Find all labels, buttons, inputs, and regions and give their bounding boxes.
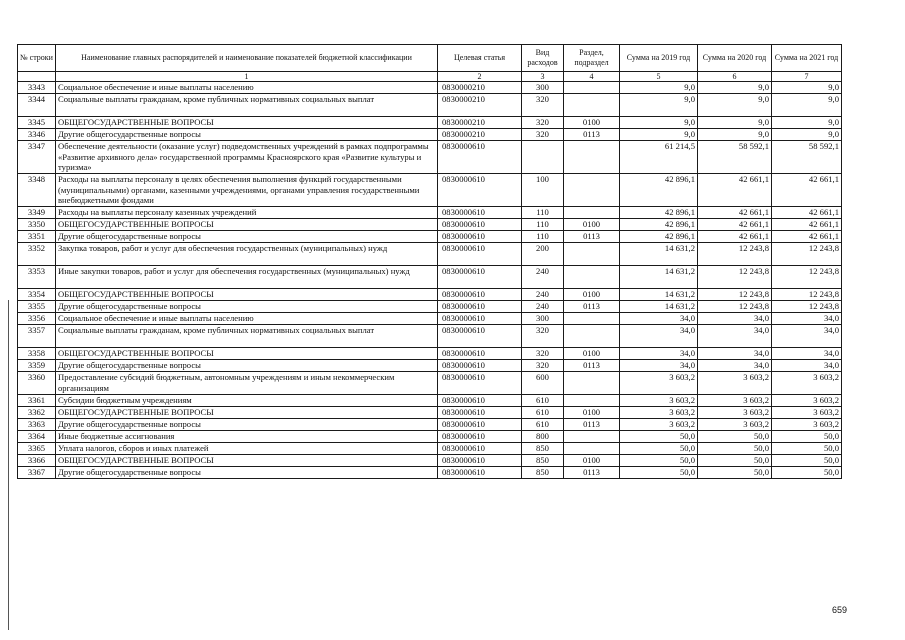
expense-type-cell: 240: [522, 289, 564, 301]
expense-type-cell: 320: [522, 129, 564, 141]
section-cell: [564, 431, 620, 443]
row-name-cell: Иные закупки товаров, работ и услуг для обеспечения государственных (муниципальных) нужд: [56, 266, 438, 289]
row-number-cell: 3357: [18, 325, 56, 348]
row-number-cell: 3356: [18, 313, 56, 325]
sum-2021-cell: 50,0: [772, 443, 842, 455]
row-number-cell: 3354: [18, 289, 56, 301]
sum-2020-cell: 42 661,1: [698, 231, 772, 243]
column-number-row: [18, 72, 842, 82]
row-name-cell: Другие общегосударственные вопросы: [56, 419, 438, 431]
column-number: 1: [56, 72, 438, 82]
row-number-cell: 3365: [18, 443, 56, 455]
section-cell: [564, 372, 620, 395]
row-name-cell: Другие общегосударственные вопросы: [56, 129, 438, 141]
section-cell: [564, 395, 620, 407]
sum-2019-cell: 34,0: [620, 325, 698, 348]
sum-2021-cell: 50,0: [772, 431, 842, 443]
expense-type-cell: 110: [522, 219, 564, 231]
row-number-cell: 3343: [18, 82, 56, 94]
target-article-cell: 0830000610: [438, 266, 522, 289]
section-cell: [564, 443, 620, 455]
sum-2021-cell: 34,0: [772, 348, 842, 360]
row-number-cell: 3363: [18, 419, 56, 431]
sum-2020-cell: 9,0: [698, 129, 772, 141]
row-number-cell: 3355: [18, 301, 56, 313]
row-number-cell: 3366: [18, 455, 56, 467]
expense-type-cell: 850: [522, 443, 564, 455]
row-name-cell: ОБЩЕГОСУДАРСТВЕННЫЕ ВОПРОСЫ: [56, 455, 438, 467]
header-sum-2020: Сумма на 2020 год: [698, 45, 772, 72]
sum-2020-cell: 12 243,8: [698, 289, 772, 301]
section-cell: 0113: [564, 301, 620, 313]
target-article-cell: 0830000210: [438, 129, 522, 141]
sum-2019-cell: 50,0: [620, 443, 698, 455]
table-row: [18, 407, 842, 419]
sum-2019-cell: 50,0: [620, 431, 698, 443]
row-name-cell: Расходы на выплаты персоналу казенных учреждений: [56, 207, 438, 219]
row-name-cell: Закупка товаров, работ и услуг для обеспечения государственных (муниципальных) нужд: [56, 243, 438, 266]
header-sum-2019: Сумма на 2019 год: [620, 45, 698, 72]
sum-2020-cell: 12 243,8: [698, 243, 772, 266]
sum-2020-cell: 42 661,1: [698, 207, 772, 219]
sum-2020-cell: 3 603,2: [698, 407, 772, 419]
row-number-cell: 3353: [18, 266, 56, 289]
expense-type-cell: 300: [522, 82, 564, 94]
target-article-cell: 0830000610: [438, 141, 522, 174]
page-number: 659: [832, 605, 848, 615]
target-article-cell: 0830000610: [438, 407, 522, 419]
target-article-cell: 0830000610: [438, 348, 522, 360]
target-article-cell: 0830000610: [438, 467, 522, 479]
table-row: [18, 289, 842, 301]
sum-2021-cell: 42 661,1: [772, 207, 842, 219]
sum-2021-cell: 58 592,1: [772, 141, 842, 174]
sum-2021-cell: 3 603,2: [772, 419, 842, 431]
row-name-cell: ОБЩЕГОСУДАРСТВЕННЫЕ ВОПРОСЫ: [56, 407, 438, 419]
table-row: [18, 94, 842, 117]
sum-2019-cell: 9,0: [620, 82, 698, 94]
section-cell: 0113: [564, 231, 620, 243]
expense-type-cell: 110: [522, 207, 564, 219]
table-row: [18, 301, 842, 313]
sum-2020-cell: 58 592,1: [698, 141, 772, 174]
table-row: [18, 372, 842, 395]
sum-2021-cell: 50,0: [772, 455, 842, 467]
section-cell: [564, 207, 620, 219]
target-article-cell: 0830000610: [438, 313, 522, 325]
section-cell: [564, 94, 620, 117]
table-row: [18, 419, 842, 431]
sum-2021-cell: 12 243,8: [772, 289, 842, 301]
row-name-cell: Социальное обеспечение и иные выплаты населению: [56, 313, 438, 325]
expense-type-cell: 850: [522, 455, 564, 467]
target-article-cell: 0830000210: [438, 117, 522, 129]
expense-type-cell: 200: [522, 243, 564, 266]
sum-2019-cell: 14 631,2: [620, 289, 698, 301]
row-number-cell: 3348: [18, 174, 56, 207]
table-row: [18, 348, 842, 360]
row-name-cell: ОБЩЕГОСУДАРСТВЕННЫЕ ВОПРОСЫ: [56, 219, 438, 231]
header-name: Наименование главных распорядителей и наименование показателей бюджетной классификации: [56, 45, 438, 72]
sum-2021-cell: 50,0: [772, 467, 842, 479]
table-row: [18, 231, 842, 243]
sum-2021-cell: 12 243,8: [772, 243, 842, 266]
table-row: [18, 219, 842, 231]
row-number-cell: 3362: [18, 407, 56, 419]
target-article-cell: 0830000610: [438, 301, 522, 313]
expense-type-cell: 800: [522, 431, 564, 443]
sum-2019-cell: 14 631,2: [620, 266, 698, 289]
row-number-cell: 3346: [18, 129, 56, 141]
section-cell: 0100: [564, 348, 620, 360]
target-article-cell: 0830000610: [438, 174, 522, 207]
table-row: [18, 207, 842, 219]
sum-2019-cell: 14 631,2: [620, 301, 698, 313]
sum-2020-cell: 3 603,2: [698, 419, 772, 431]
column-number: 3: [522, 72, 564, 82]
table-row: [18, 325, 842, 348]
row-name-cell: ОБЩЕГОСУДАРСТВЕННЫЕ ВОПРОСЫ: [56, 348, 438, 360]
target-article-cell: 0830000610: [438, 231, 522, 243]
table-row: [18, 313, 842, 325]
row-name-cell: Социальное обеспечение и иные выплаты населению: [56, 82, 438, 94]
sum-2019-cell: 42 896,1: [620, 231, 698, 243]
table-row: [18, 141, 842, 174]
section-cell: [564, 82, 620, 94]
row-name-cell: Другие общегосударственные вопросы: [56, 301, 438, 313]
sum-2021-cell: 9,0: [772, 82, 842, 94]
table-row: [18, 174, 842, 207]
budget-table: [17, 44, 842, 479]
sum-2020-cell: 9,0: [698, 117, 772, 129]
sum-2019-cell: 9,0: [620, 129, 698, 141]
section-cell: 0113: [564, 129, 620, 141]
column-number: 4: [564, 72, 620, 82]
sum-2020-cell: 9,0: [698, 82, 772, 94]
table-row: [18, 82, 842, 94]
target-article-cell: 0830000610: [438, 443, 522, 455]
expense-type-cell: 320: [522, 325, 564, 348]
sum-2019-cell: 42 896,1: [620, 219, 698, 231]
sum-2020-cell: 12 243,8: [698, 266, 772, 289]
row-name-cell: Уплата налогов, сборов и иных платежей: [56, 443, 438, 455]
target-article-cell: 0830000210: [438, 94, 522, 117]
sum-2019-cell: 34,0: [620, 348, 698, 360]
sum-2019-cell: 42 896,1: [620, 207, 698, 219]
sum-2019-cell: 14 631,2: [620, 243, 698, 266]
section-cell: [564, 243, 620, 266]
sum-2019-cell: 9,0: [620, 117, 698, 129]
row-name-cell: Социальные выплаты гражданам, кроме публичных нормативных социальных выплат: [56, 325, 438, 348]
column-number: [18, 72, 56, 82]
expense-type-cell: 850: [522, 467, 564, 479]
row-name-cell: Обеспечение деятельности (оказание услуг) подведомственных учреждений в рамках подпрограммы «Развитие архивного дела» государственной программы Красноярского края «Развитие культуры и туризма»: [56, 141, 438, 174]
section-cell: [564, 141, 620, 174]
target-article-cell: 0830000610: [438, 289, 522, 301]
sum-2020-cell: 3 603,2: [698, 395, 772, 407]
target-article-cell: 0830000610: [438, 431, 522, 443]
table-row: [18, 360, 842, 372]
target-article-cell: 0830000610: [438, 455, 522, 467]
sum-2020-cell: 34,0: [698, 313, 772, 325]
sum-2020-cell: 12 243,8: [698, 301, 772, 313]
expense-type-cell: 600: [522, 372, 564, 395]
sum-2021-cell: 12 243,8: [772, 266, 842, 289]
row-number-cell: 3347: [18, 141, 56, 174]
row-number-cell: 3345: [18, 117, 56, 129]
header-sum-2021: Сумма на 2021 год: [772, 45, 842, 72]
target-article-cell: 0830000610: [438, 243, 522, 266]
target-article-cell: 0830000610: [438, 360, 522, 372]
expense-type-cell: 320: [522, 94, 564, 117]
section-cell: 0100: [564, 117, 620, 129]
table-row: [18, 431, 842, 443]
expense-type-cell: 240: [522, 266, 564, 289]
sum-2020-cell: 50,0: [698, 455, 772, 467]
sum-2021-cell: 3 603,2: [772, 372, 842, 395]
table-row: [18, 467, 842, 479]
expense-type-cell: 300: [522, 313, 564, 325]
sum-2019-cell: 34,0: [620, 360, 698, 372]
section-cell: 0100: [564, 455, 620, 467]
expense-type-cell: 320: [522, 117, 564, 129]
row-number-cell: 3361: [18, 395, 56, 407]
section-cell: 0100: [564, 219, 620, 231]
sum-2021-cell: 42 661,1: [772, 219, 842, 231]
sum-2019-cell: 50,0: [620, 467, 698, 479]
section-cell: 0113: [564, 360, 620, 372]
header-target-article: Целевая статья: [438, 45, 522, 72]
row-name-cell: Расходы на выплаты персоналу в целях обеспечения выполнения функций государственными (муниципальными) органами, казенными учреждениями, органами управления государственными внебюджетными фондами: [56, 174, 438, 207]
target-article-cell: 0830000610: [438, 207, 522, 219]
row-number-cell: 3360: [18, 372, 56, 395]
row-name-cell: Другие общегосударственные вопросы: [56, 231, 438, 243]
expense-type-cell: 610: [522, 407, 564, 419]
section-cell: 0113: [564, 467, 620, 479]
sum-2021-cell: 34,0: [772, 313, 842, 325]
table-row: [18, 455, 842, 467]
column-number: 5: [620, 72, 698, 82]
sum-2021-cell: 3 603,2: [772, 395, 842, 407]
column-number: 7: [772, 72, 842, 82]
sum-2020-cell: 34,0: [698, 360, 772, 372]
expense-type-cell: 320: [522, 360, 564, 372]
sum-2020-cell: 50,0: [698, 443, 772, 455]
row-name-cell: Иные бюджетные ассигнования: [56, 431, 438, 443]
column-number: 2: [438, 72, 522, 82]
row-number-cell: 3344: [18, 94, 56, 117]
row-number-cell: 3349: [18, 207, 56, 219]
expense-type-cell: 320: [522, 348, 564, 360]
sum-2021-cell: 42 661,1: [772, 231, 842, 243]
row-name-cell: ОБЩЕГОСУДАРСТВЕННЫЕ ВОПРОСЫ: [56, 117, 438, 129]
expense-type-cell: 610: [522, 395, 564, 407]
sum-2021-cell: 9,0: [772, 129, 842, 141]
expense-type-cell: 110: [522, 231, 564, 243]
sum-2021-cell: 42 661,1: [772, 174, 842, 207]
header-section: Раздел, подраздел: [564, 45, 620, 72]
row-number-cell: 3364: [18, 431, 56, 443]
header-row-number: № строки: [18, 45, 56, 72]
sum-2019-cell: 3 603,2: [620, 419, 698, 431]
target-article-cell: 0830000610: [438, 219, 522, 231]
expense-type-cell: 610: [522, 419, 564, 431]
target-article-cell: 0830000610: [438, 419, 522, 431]
table-row: [18, 117, 842, 129]
row-number-cell: 3358: [18, 348, 56, 360]
table-row: [18, 443, 842, 455]
sum-2021-cell: 34,0: [772, 360, 842, 372]
row-name-cell: Предоставление субсидий бюджетным, автономным учреждениям и иным некоммерческим организациям: [56, 372, 438, 395]
section-cell: [564, 174, 620, 207]
header-row: [18, 45, 842, 72]
sum-2021-cell: 3 603,2: [772, 407, 842, 419]
section-cell: 0100: [564, 289, 620, 301]
row-number-cell: 3359: [18, 360, 56, 372]
sum-2019-cell: 3 603,2: [620, 372, 698, 395]
sum-2019-cell: 50,0: [620, 455, 698, 467]
row-name-cell: ОБЩЕГОСУДАРСТВЕННЫЕ ВОПРОСЫ: [56, 289, 438, 301]
sum-2021-cell: 9,0: [772, 94, 842, 117]
sum-2020-cell: 3 603,2: [698, 372, 772, 395]
row-name-cell: Другие общегосударственные вопросы: [56, 360, 438, 372]
row-number-cell: 3351: [18, 231, 56, 243]
sum-2019-cell: 42 896,1: [620, 174, 698, 207]
sum-2019-cell: 3 603,2: [620, 395, 698, 407]
sum-2020-cell: 34,0: [698, 325, 772, 348]
sum-2020-cell: 34,0: [698, 348, 772, 360]
section-cell: 0100: [564, 407, 620, 419]
row-number-cell: 3350: [18, 219, 56, 231]
target-article-cell: 0830000610: [438, 372, 522, 395]
table-row: [18, 243, 842, 266]
section-cell: [564, 266, 620, 289]
sum-2021-cell: 34,0: [772, 325, 842, 348]
sum-2021-cell: 9,0: [772, 117, 842, 129]
row-number-cell: 3352: [18, 243, 56, 266]
sum-2020-cell: 9,0: [698, 94, 772, 117]
row-number-cell: 3367: [18, 467, 56, 479]
sum-2020-cell: 50,0: [698, 431, 772, 443]
row-name-cell: Другие общегосударственные вопросы: [56, 467, 438, 479]
target-article-cell: 0830000610: [438, 395, 522, 407]
target-article-cell: 0830000610: [438, 325, 522, 348]
sum-2020-cell: 42 661,1: [698, 174, 772, 207]
row-name-cell: Субсидии бюджетным учреждениям: [56, 395, 438, 407]
table-row: [18, 266, 842, 289]
expense-type-cell: 240: [522, 301, 564, 313]
column-number: 6: [698, 72, 772, 82]
sum-2021-cell: 12 243,8: [772, 301, 842, 313]
section-cell: [564, 325, 620, 348]
section-cell: 0113: [564, 419, 620, 431]
sum-2020-cell: 50,0: [698, 467, 772, 479]
table-row: [18, 129, 842, 141]
target-article-cell: 0830000210: [438, 82, 522, 94]
sum-2019-cell: 9,0: [620, 94, 698, 117]
row-name-cell: Социальные выплаты гражданам, кроме публичных нормативных социальных выплат: [56, 94, 438, 117]
sum-2020-cell: 42 661,1: [698, 219, 772, 231]
expense-type-cell: 100: [522, 174, 564, 207]
section-cell: [564, 313, 620, 325]
sum-2019-cell: 61 214,5: [620, 141, 698, 174]
scan-edge-line: [8, 300, 9, 630]
sum-2019-cell: 34,0: [620, 313, 698, 325]
table-row: [18, 395, 842, 407]
sum-2019-cell: 3 603,2: [620, 407, 698, 419]
header-expense-type: Вид расходов: [522, 45, 564, 72]
expense-type-cell: [522, 141, 564, 174]
